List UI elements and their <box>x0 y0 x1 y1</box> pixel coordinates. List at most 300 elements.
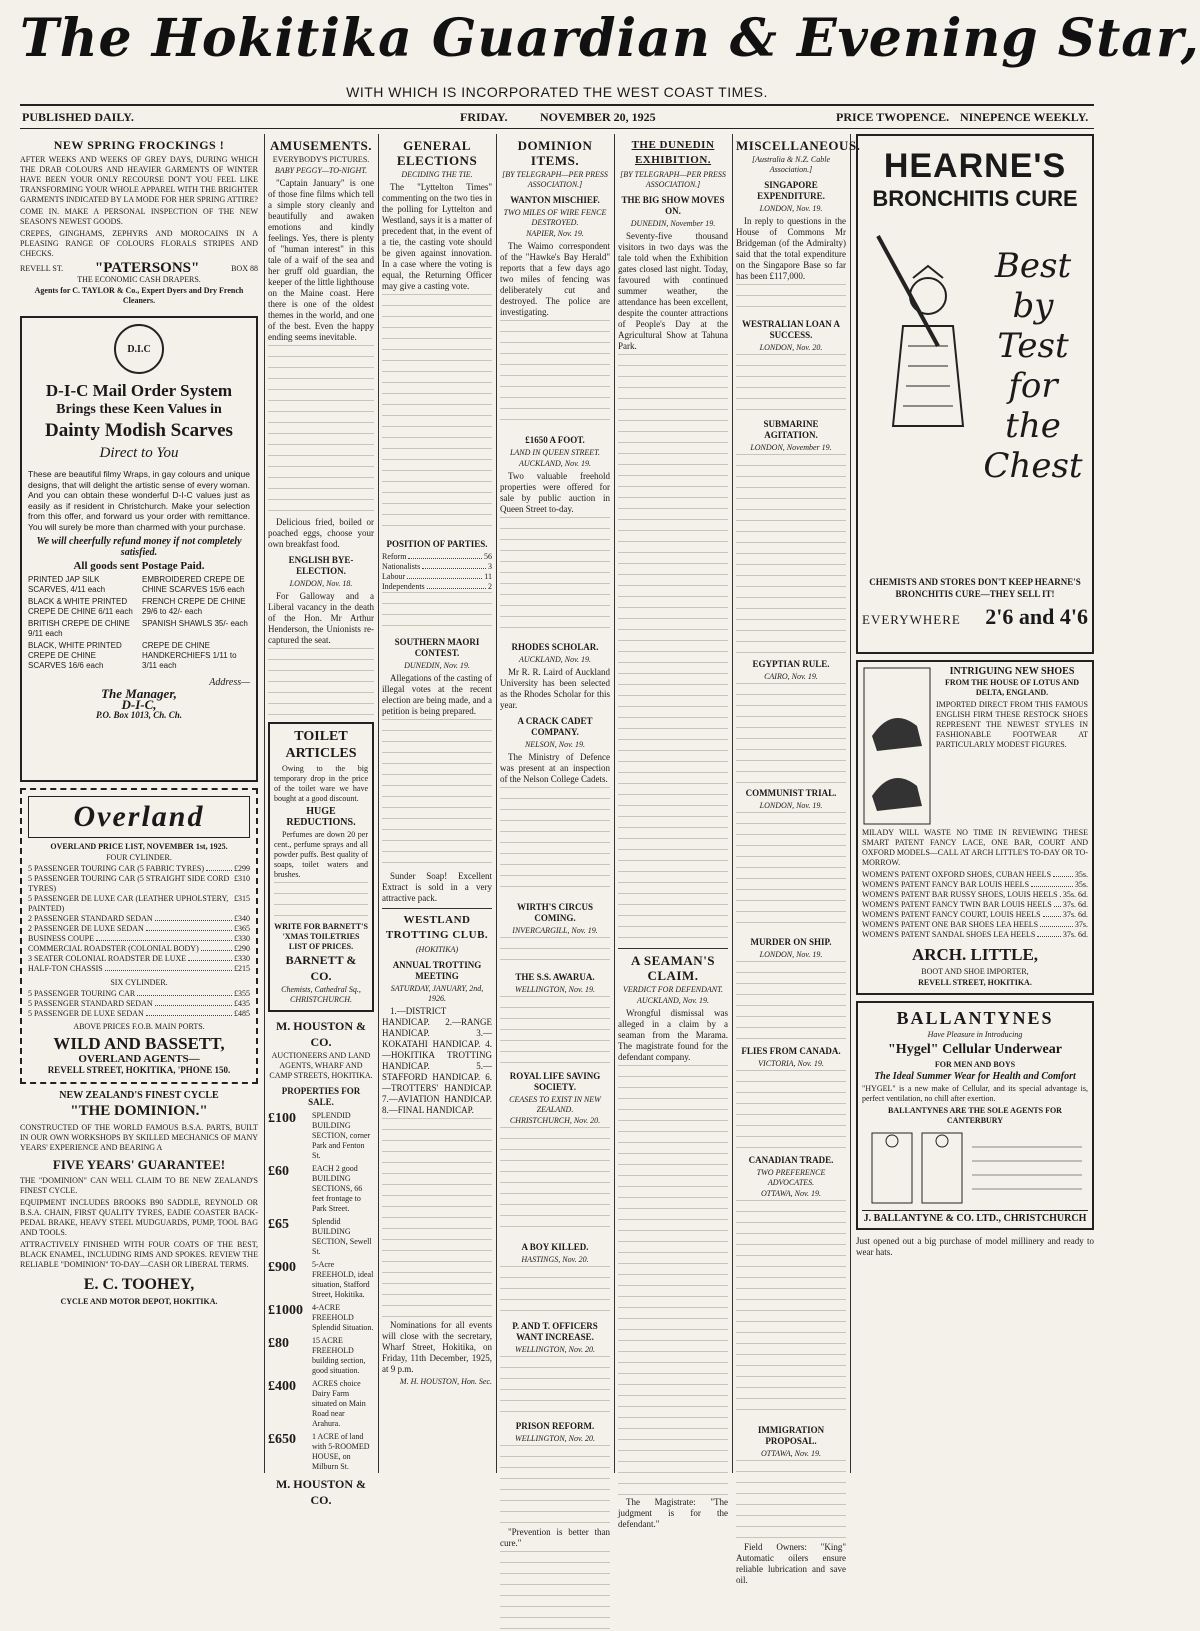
big-show-body: Seventy-five thousand visitors in two days was the tale told when the Exhibition gates closed last night. Today, favoured with continued summer weather, the attendance has been excellent, despite the counter attractions of People's Day at the Agricultural Show at Tahuna Park. <box>618 231 728 351</box>
story-heading: A BOY KILLED. <box>521 1242 589 1252</box>
dominion-body: CONSTRUCTED OF THE WORLD FAMOUS B.S.A. PARTS, BUILT IN OUR OWN WORKSHOPS BY SKILLED MECHANICS OF MANY YEARS' EXPERIENCE AND BEARING A <box>20 1123 258 1152</box>
column-general-elections <box>382 134 492 1473</box>
huge-reductions: HUGE REDUCTIONS. <box>286 806 356 828</box>
overland-logo: Overland <box>28 796 250 838</box>
annual-date: SATURDAY, JANUARY, 2nd, 1926. <box>390 984 484 1003</box>
party-row-label: Independents <box>382 582 425 591</box>
column-text <box>500 787 610 897</box>
shoes-text <box>936 666 1088 826</box>
four-cylinder-row-label: 5 PASSENGER TOURING CAR (5 STRAIGHT SIDE CORD TYRES) <box>28 874 230 893</box>
leader-dots <box>146 1009 232 1016</box>
dic-item: BLACK & WHITE PRINTED CREPE DE CHINE 6/11 each <box>28 597 133 616</box>
shoe-price-row-label: WOMEN'S PATENT FANCY BAR LOUIS HEELS <box>862 880 1030 889</box>
english-bye-election-dateline: LONDON, Nov. 18. <box>289 579 353 588</box>
shoe-price-row <box>862 930 1088 940</box>
barnett-name: BARNETT & CO. <box>285 953 357 983</box>
seamans-claim-heading: A SEAMAN'S CLAIM. <box>630 953 716 983</box>
cable-heading: WESTRALIAN LOAN A SUCCESS. <box>741 319 841 340</box>
property-description: EACH 2 good BUILDING SECTIONS, 66 feet frontage to Park Street. <box>312 1164 363 1213</box>
overland-list-title: OVERLAND PRICE LIST, NOVEMBER 1st, 1925. <box>50 842 228 851</box>
dic-advertisement <box>20 316 258 782</box>
party-row <box>382 582 492 592</box>
westland-trotting-club: WESTLAND TROTTING CLUB. <box>385 914 489 941</box>
party-row-label: Nationalists <box>382 562 421 571</box>
property-row <box>268 1432 374 1472</box>
houston-sub: AUCTIONEERS AND LAND AGENTS, WHARF AND CAMP STREETS, HOKITIKA. <box>269 1051 373 1080</box>
arch-little-sub: BOOT AND SHOE IMPORTER, <box>921 967 1029 976</box>
newspaper-title: The Hokitika Guardian & Evening Star, <box>20 8 1200 69</box>
section-rule <box>382 908 492 909</box>
story-body: Two valuable freehold properties were offered for sale by public auction in Queen Street to-day. <box>500 471 610 514</box>
property-row <box>268 1379 374 1429</box>
column-text <box>736 354 846 414</box>
story-heading: A CRACK CADET COMPANY. <box>517 716 593 737</box>
hearnes-price-line <box>862 604 1088 629</box>
arch-little-advertisement <box>856 660 1094 995</box>
patersons-line <box>20 260 258 276</box>
property-price: £1000 <box>268 1303 303 1318</box>
four-cylinder-row <box>28 944 250 954</box>
six-cylinder-row-label: 5 PASSENGER TOURING CAR <box>28 989 136 998</box>
column-text <box>500 517 610 637</box>
column-text <box>618 1065 728 1495</box>
leader-dots <box>155 999 232 1006</box>
dic-postage: All goods sent Postage Paid. <box>73 560 205 572</box>
shoe-price-row-value: 37s. 6d. <box>1062 910 1088 919</box>
story-heading: WANTON MISCHIEF. <box>510 195 600 205</box>
shoe-price-row <box>862 900 1088 910</box>
shoe-price-row <box>862 890 1088 900</box>
dic-address-label: Address— <box>209 677 250 688</box>
dominion-claim: THE "DOMINION" CAN WELL CLAIM TO BE NEW ZEALAND'S FINEST CYCLE. <box>20 1176 258 1195</box>
english-bye-election-heading: ENGLISH BYE-ELECTION. <box>288 555 354 576</box>
property-price: £100 <box>268 1111 296 1126</box>
amusements-body: "Captain January" is one of those fine films which tell a simple story cleanly and beautifully and awaken emotions and kindly feelings. Yes, there is plenty of "human interest" in this tale of a waif of the sea and her gruff old guardian, the keeper of the little lighthouse on the Maine coast. Here there is one of the oldest themes in the world, and one of the best. Even the happy ending seems inevitable. <box>268 178 374 342</box>
annual-meeting: ANNUAL TROTTING MEETING <box>392 960 482 981</box>
four-cylinder-row-value: £299 <box>234 864 250 873</box>
property-row <box>268 1260 374 1300</box>
general-elections-heading: GENERAL ELECTIONS <box>396 138 478 168</box>
party-row <box>382 562 492 572</box>
column-rule <box>496 134 497 1473</box>
column-text <box>274 882 368 922</box>
four-cylinder-row <box>28 864 250 874</box>
story-dateline: WELLINGTON, Nov. 19. <box>515 985 595 994</box>
four-cylinder-row-label: 2 PASSENGER DE LUXE SEDAN <box>28 924 144 933</box>
cable-dateline: LONDON, November 19. <box>750 443 832 452</box>
four-cylinder-row-label: 2 PASSENGER STANDARD SEDAN <box>28 914 153 923</box>
patersons-name: "PATERSONS" <box>94 260 200 276</box>
dic-manager: The Manager, <box>101 686 177 701</box>
dominion-cycle-name: "THE DOMINION." <box>70 1103 208 1119</box>
amusements-heading: AMUSEMENTS. <box>270 138 372 153</box>
position-of-parties: POSITION OF PARTIES. <box>386 539 488 549</box>
party-row-label: Reform <box>382 552 407 561</box>
dic-item-row <box>28 619 250 639</box>
column-rule <box>732 134 733 1473</box>
cable-heading: MURDER ON SHIP. <box>750 937 832 947</box>
four-cylinder-row-label: HALF-TON CHASSIS <box>28 964 103 973</box>
story-dateline: NELSON, Nov. 19. <box>524 740 586 749</box>
dic-direct: Direct to You <box>99 445 179 461</box>
four-cylinder-row-label: 5 PASSENGER DE LUXE CAR (LEATHER UPHOLSTERY, PAINTED) <box>28 894 229 913</box>
shoe-price-row-value: 35s. <box>1074 870 1088 879</box>
dic-heading: D-I-C Mail Order System <box>45 381 233 400</box>
property-description: ACRES choice Dairy Farm situated on Main Road near Arahura. <box>312 1379 366 1428</box>
field-owners-ad: Field Owners: "King" Automatic oilers ensure reliable lubrication and save oil. <box>736 1542 846 1585</box>
bronchitis-cure: BRONCHITIS CURE <box>872 186 1078 211</box>
wild-bassett: WILD AND BASSETT, <box>53 1034 225 1053</box>
dic-item-row <box>28 641 250 671</box>
column-text <box>736 1070 846 1150</box>
published-daily: PUBLISHED DAILY. <box>22 110 134 124</box>
amusements-body-continued <box>268 345 374 515</box>
cable-heading: EGYPTIAN RULE. <box>752 659 830 669</box>
westland-sub: (HOKITIKA) <box>415 945 459 954</box>
cable-dateline: OTTAWA, Nov. 19. <box>761 1449 821 1458</box>
hygel-body: "HYGEL" is a new make of Cellular, and its special advantage is, perfect ventilation, no chill after exertion. <box>862 1084 1088 1103</box>
hygel-for-men: FOR MEN AND BOYS <box>934 1060 1016 1069</box>
property-description: SPLENDID BUILDING SECTION, corner Park and Fenton St. <box>312 1111 371 1160</box>
four-cylinder-label: FOUR CYLINDER. <box>106 853 172 862</box>
dic-item: FRENCH CREPE DE CHINE 29/6 to 42/- each <box>142 597 246 616</box>
cable-heading: SINGAPORE EXPENDITURE. <box>757 180 825 201</box>
leader-dots <box>1060 890 1061 897</box>
ballantyne-company: J. BALLANTYNE & CO. LTD., CHRISTCHURCH <box>862 1210 1088 1224</box>
property-price: £80 <box>268 1336 289 1351</box>
party-row-value: 3 <box>488 562 492 571</box>
dic-item: BLACK, WHITE PRINTED CREPE DE CHINE SCARVES 16/6 each <box>28 641 122 670</box>
baby-peggy: BABY PEGGY—TO-NIGHT. <box>274 166 368 175</box>
column-dunedin-exhibition <box>618 134 728 1529</box>
four-cylinder-row <box>28 964 250 974</box>
section-rule <box>618 948 728 949</box>
story-heading: ROYAL LIFE SAVING SOCIETY. <box>509 1071 601 1092</box>
party-row <box>382 572 492 582</box>
hygel-heading: "Hygel" Cellular Underwear <box>888 1042 1062 1057</box>
frockings-body: AFTER WEEKS AND WEEKS OF GREY DAYS, DURING WHICH THE DRAB COLOURS AND HEAVIER GARMENTS OF WINTER HAVE BEEN YOUR ONLY RECOURSE DON'T YOU FEEL LIKE TRANSFORMING YOUR WHOLE APPAREL WITH THE BRIGHTER GARMENTS INDICATED BY LA MODE FOR HER SPRING ATTIRE? <box>20 155 258 204</box>
column-rule <box>264 134 265 1473</box>
story-subheading: LAND IN QUEEN STREET. <box>509 448 601 457</box>
properties-for-sale: PROPERTIES FOR SALE. <box>281 1086 361 1107</box>
toilet-body: Owing to the big temporary drop in the price of the toilet ware we have bought at a good discount. <box>274 764 368 803</box>
shoe-price-row-label: WOMEN'S PATENT BAR RUSSY SHOES, LOUIS HEELS <box>862 890 1058 899</box>
column-text <box>500 937 610 967</box>
toohey-name: E. C. TOOHEY, <box>83 1276 195 1293</box>
houston-name: M. HOUSTON & CO. <box>275 1019 367 1049</box>
best-by-test: Best by Test for the Chest <box>983 246 1083 486</box>
property-description: 4-ACRE FREEHOLD Splendid Situation. <box>312 1303 374 1332</box>
column-text <box>736 812 846 932</box>
four-cylinder-row <box>28 934 250 944</box>
property-description: 1 ACRE of land with 5-ROOMED HOUSE, on Milburn St. <box>312 1432 370 1471</box>
four-cylinder-row <box>28 874 250 894</box>
dic-scarves: Dainty Modish Scarves <box>45 420 233 441</box>
frockings-heading: NEW SPRING FROCKINGS ! <box>53 138 225 152</box>
leader-dots <box>1043 910 1061 917</box>
seamans-claim-sub: VERDICT FOR DEFENDANT. <box>623 985 723 994</box>
everybodys-pictures: EVERYBODY'S PICTURES. <box>272 155 370 164</box>
arch-little-address: REVELL STREET, HOKITIKA. <box>918 978 1032 987</box>
patersons-agents: Agents for C. TAYLOR & Co., Expert Dyers and Dry French Cleaners. <box>34 286 244 305</box>
dic-dic: D-I-C, <box>121 697 157 712</box>
four-cylinder-row <box>28 894 250 914</box>
cable-dateline: LONDON, Nov. 19. <box>759 950 823 959</box>
six-cylinder-row-label: 5 PASSENGER DE LUXE SEDAN <box>28 1009 144 1018</box>
magistrate-judgment: The Magistrate: "The judgment is for the defendant." <box>618 1497 728 1529</box>
property-row <box>268 1303 374 1333</box>
dominion-finish: ATTRACTIVELY FINISHED WITH FOUR COATS OF THE BEST, BLACK ENAMEL, INCLUDING RIMS AND SPOKES. REVIEW THE RELIABLE "DOMINION" TO-DAY—CASH OR LIBERAL TERMS. <box>20 1240 258 1269</box>
club-secretary: M. H. HOUSTON, Hon. Sec. <box>399 1377 492 1386</box>
leader-dots <box>1037 930 1060 937</box>
revell-street: REVELL ST. <box>20 264 64 273</box>
party-row <box>382 552 492 562</box>
dic-po-box: P.O. Box 1013, Ch. Ch. <box>95 710 183 720</box>
hearnes-advertisement <box>856 134 1094 654</box>
four-cylinder-row-value: £365 <box>234 924 250 933</box>
property-price: £65 <box>268 1217 289 1232</box>
cable-dateline: OTTAWA, Nov. 19. <box>761 1189 821 1198</box>
hearnes-brand: HEARNE'S <box>883 147 1067 185</box>
cable-subheading: TWO PREFERENCE ADVOCATES. <box>756 1168 826 1187</box>
seamans-claim-body: Wrongful dismissal was alleged in a claim by a seaman from the Marama. The magistrate found for the defendant company. <box>618 1008 728 1062</box>
dominion-items-heading: DOMINION ITEMS. <box>517 138 593 168</box>
shoes-body: IMPORTED DIRECT FROM THIS FAMOUS ENGLISH FIRM THESE RESTOCK SHOES REPRESENT THE NEWEST STYLES IN FASHIONABLE FOOTWEAR AT PARTICULARLY MODEST FIGURES. <box>936 700 1088 749</box>
story-heading: PRISON REFORM. <box>515 1421 595 1431</box>
shoe-price-row-value: 35s. <box>1074 880 1088 889</box>
cable-dateline: VICTORIA, Nov. 19. <box>758 1059 824 1068</box>
hearnes-prices: 2'6 and 4'6 <box>985 604 1088 629</box>
dateline-date: NOVEMBER 20, 1925 <box>540 110 656 124</box>
dominion-equipment: EQUIPMENT INCLUDES BROOKS B90 SADDLE, REYNOLD OR B.S.A. CHAIN, FIRST QUALITY TYRES, EADIE COASTER BACK-PEDAL BRAKE, HEAVY STEEL MUDGUARDS, PUMP, TOOL BAG AND TOOLS. <box>20 1198 258 1237</box>
prevention-line: "Prevention is better than cure." <box>500 1527 610 1548</box>
six-cylinder-row-value: £355 <box>234 989 250 998</box>
story-dateline: NAPIER, Nov. 19. <box>526 229 584 238</box>
shoe-price-row-label: WOMEN'S PATENT FANCY COURT, LOUIS HEELS <box>862 910 1041 919</box>
leader-dots <box>1053 870 1073 877</box>
four-cylinder-row-label: BUSINESS COUPE <box>28 934 95 943</box>
miscellaneous-sub: [Australia & N.Z. Cable Association.] <box>751 155 830 174</box>
four-cylinder-row <box>28 954 250 964</box>
leader-dots <box>96 934 232 941</box>
column-rule <box>378 134 379 1473</box>
cable-dateline: CAIRO, Nov. 19. <box>764 672 818 681</box>
property-description: 5-Acre FREEHOLD, ideal situation, Stafford Street, Hokitika. <box>312 1260 374 1299</box>
story-subheading: TWO MILES OF WIRE FENCE DESTROYED. <box>503 208 607 227</box>
maori-body: Allegations of the casting of illegal votes at the recent election are being made, and a petition is being prepared. <box>382 673 492 716</box>
party-row-label: Labour <box>382 572 406 581</box>
price: PRICE TWOPENCE. <box>836 110 950 124</box>
dic-item-row <box>28 597 250 617</box>
frockings-crepes: CREPES, GINGHAMS, ZEPHYRS AND MOROCAINS IN A PLEASING RANGE OF COLOURS FLORALS STRIPES AND CHECKS. <box>20 229 258 258</box>
ballantynes-name: BALLANTYNES <box>896 1008 1054 1028</box>
story-heading: WIRTH'S CIRCUS COMING. <box>517 902 593 923</box>
huge-body: Perfumes are down 20 per cent., perfume sprays and all powder puffs. Best quality of soaps, toilet waters and brushes. <box>274 830 368 879</box>
leader-dots <box>137 989 232 996</box>
four-cylinder-row-value: £310 <box>234 874 250 883</box>
column-text <box>268 648 374 718</box>
dic-item: EMBROIDERED CREPE DE CHINE SCARVES 15/6 each <box>142 575 245 594</box>
story-heading: THE S.S. AWARUA. <box>515 972 595 982</box>
four-cylinder-row-value: £330 <box>234 934 250 943</box>
frockings-come-in: COME IN. MAKE A PERSONAL INSPECTION OF THE NEW SEASON'S NEWEST GOODS. <box>20 207 258 226</box>
column-text <box>382 719 492 869</box>
overland-address: REVELL STREET, HOKITIKA, 'PHONE 150. <box>47 1065 231 1075</box>
dic-logo: D.I.C <box>114 324 164 374</box>
knight-illustration-icon <box>868 226 988 456</box>
shoes-sub: FROM THE HOUSE OF LOTUS AND DELTA, ENGLAND. <box>944 678 1080 697</box>
story-body: The Ministry of Defence was present at an inspection of the Nelson College Cadets. <box>500 752 610 784</box>
arch-little-name: ARCH. LITTLE, <box>911 945 1039 964</box>
sunder-soap: Sunder Soap! Excellent Extract is sold in a very attractive pack. <box>382 871 492 903</box>
shoe-illustration-icon <box>862 666 932 826</box>
underwear-illustration-icon <box>862 1127 1088 1207</box>
nz-finest-cycle: NEW ZEALAND'S FINEST CYCLE <box>59 1090 219 1101</box>
toilet-articles-heading: TOILET ARTICLES <box>285 729 357 761</box>
hygel-ideal: The Ideal Summer Wear for Health and Comfort <box>874 1071 1076 1082</box>
column-advertisements-right <box>856 134 1094 1473</box>
six-cylinder-row <box>28 989 250 999</box>
story-dateline: INVERCARGILL, Nov. 19. <box>512 926 598 935</box>
dunedin-sub: [BY TELEGRAPH—PER PRESS ASSOCIATION.] <box>620 170 726 189</box>
column-text <box>618 354 728 944</box>
dic-body: These are beautiful filmy Wraps, in gay colours and unique designs, that will delight the artistic sense of every woman. And you can obtain these wonderful D-I-C values just as easily as if resident in Christchurch. Make your selection from this offer, and forward us your order with remittance. You will surely be more than charmed with your purchase. <box>28 469 250 532</box>
property-list <box>268 1111 374 1472</box>
dic-item: PRINTED JAP SILK SCARVES, 4/11 each <box>28 575 106 594</box>
masthead-subtitle: WITH WHICH IS INCORPORATED THE WEST COAST TIMES. <box>346 84 768 100</box>
story-dateline: CHRISTCHURCH, Nov. 20. <box>509 1116 601 1125</box>
property-row <box>268 1111 374 1161</box>
property-price: £60 <box>268 1164 289 1179</box>
column-text <box>736 1460 846 1540</box>
column-rule <box>850 134 851 1473</box>
chemists-line: CHEMISTS AND STORES DON'T KEEP HEARNE'S BRONCHITIS CURE—THEY SELL IT! <box>869 577 1081 599</box>
dic-item: BRITISH CREPE DE CHINE 9/11 each <box>28 619 130 638</box>
nominations: Nominations for all events will close with the secretary, Wharf Street, Hokitika, on Friday, 11th December, 1925, at 9 p.m. <box>382 1320 492 1374</box>
property-price: £400 <box>268 1379 296 1394</box>
column-text <box>382 1118 492 1318</box>
maori-contest-heading: SOUTHERN MAORI CONTEST. <box>394 637 480 658</box>
story-body: The Waimo correspondent of the "Hawke's Bay Herald" reports that a few days ago two miles of fencing was deliberately cut and destroyed. The police are investigating. <box>500 241 610 317</box>
story-heading: P. AND T. OFFICERS WANT INCREASE. <box>512 1321 598 1342</box>
leader-dots <box>1054 900 1061 907</box>
barnett-toilet-ad <box>268 722 374 1012</box>
column-advertisements-left <box>20 134 258 1473</box>
cable-dateline: LONDON, Nov. 20. <box>759 343 823 352</box>
leader-dots <box>408 552 482 559</box>
story-dateline: WELLINGTON, Nov. 20. <box>515 1345 595 1354</box>
column-text <box>500 1445 610 1525</box>
dic-refund: We will cheerfully refund money if not completely satisfied. <box>36 536 242 558</box>
party-row-value: 56 <box>484 552 492 561</box>
barnett-address: Chemists, Cathedral Sq., CHRISTCHURCH. <box>281 985 361 1004</box>
six-cylinder-row <box>28 1009 250 1019</box>
leader-dots <box>188 954 232 961</box>
property-row <box>268 1217 374 1257</box>
column-amusements <box>268 134 374 1507</box>
big-show-dateline: DUNEDIN, November 19. <box>630 219 716 228</box>
column-text <box>382 294 492 534</box>
general-elections-sub: DECIDING THE TIE. <box>401 170 473 179</box>
leader-dots <box>201 944 232 951</box>
four-cylinder-row-value: £330 <box>234 954 250 963</box>
story-subheading: CEASES TO EXIST IN NEW ZEALAND. <box>509 1095 601 1114</box>
four-cylinder-row <box>28 914 250 924</box>
cable-body: In reply to questions in the House of Commons Mr Bridgeman (of the Admiralty) said that the total expenditure on the Singapore Base so far has been £117,000. <box>736 216 846 281</box>
four-cylinder-row-value: £290 <box>234 944 250 953</box>
story-heading: RHODES SCHOLAR. <box>511 642 599 652</box>
six-cylinder-row <box>28 999 250 1009</box>
property-row <box>268 1336 374 1376</box>
property-description: 15 ACRE FREEHOLD building section, good situation. <box>312 1336 366 1375</box>
dic-item-row <box>28 575 250 595</box>
cable-heading: COMMUNIST TRIAL. <box>745 788 837 798</box>
ballantynes-pleasure: Have Pleasure in Introducing <box>927 1030 1023 1039</box>
cable-heading: FLIES FROM CANADA. <box>741 1046 841 1056</box>
dic-item: SPANISH SHAWLS 35/- each <box>142 619 248 628</box>
column-dominion-items <box>500 134 610 1548</box>
dominion-items-sub: [BY TELEGRAPH—PER PRESS ASSOCIATION.] <box>502 170 608 189</box>
six-cylinder-label: SIX CYLINDER. <box>110 978 168 987</box>
cable-heading: CANADIAN TRADE. <box>748 1155 834 1165</box>
column-text <box>736 1200 846 1420</box>
general-elections-body: The "Lyttelton Times" commenting on the two ties in the polling for Lyttelton and Westland, says it is a matter of precedent that, in the event of a tie, the casting vote should be given against innovation. In a case where the voting is equal, the Returning Officer may give a casting vote. <box>382 182 492 291</box>
leader-dots <box>146 924 232 931</box>
shoe-price-row <box>862 920 1088 930</box>
column-text <box>736 454 846 654</box>
six-cylinder-row-value: £435 <box>234 999 250 1008</box>
column-text <box>500 996 610 1066</box>
property-description: Splendid BUILDING SECTION, Sewell St. <box>312 1217 372 1256</box>
four-cylinder-row-label: 5 PASSENGER TOURING CAR (5 FABRIC TYRES) <box>28 864 205 873</box>
story-dateline: WELLINGTON, Nov. 20. <box>515 1434 595 1443</box>
big-show-heading: THE BIG SHOW MOVES ON. <box>621 195 725 216</box>
shoes-header <box>862 666 1088 826</box>
dic-item: CREPE DE CHINE HANDKERCHIEFS 1/11 to 3/11 each <box>142 641 237 670</box>
story-dateline: AUCKLAND, Nov. 19. <box>518 459 592 468</box>
everywhere: EVERYWHERE <box>862 612 961 627</box>
column-text <box>500 320 610 430</box>
four-cylinder-row-value: £215 <box>234 964 250 973</box>
dominion-guarantee: FIVE YEARS' GUARANTEE! <box>52 1157 226 1172</box>
houston-bottom: M. HOUSTON & CO. <box>275 1477 367 1507</box>
dunedin-exhibition-heading: THE DUNEDIN EXHIBITION. <box>631 139 715 166</box>
property-price: £900 <box>268 1260 296 1275</box>
patersons-drapers: THE ECONOMIC CASH DRAPERS. <box>77 275 201 284</box>
property-price: £650 <box>268 1432 296 1447</box>
dic-price-list <box>28 575 250 671</box>
column-rule <box>614 134 615 1473</box>
milady-text: MILADY WILL WASTE NO TIME IN REVIEWING THESE SMART PATENT FANCY LACE, ONE BAR, COURT AND OXFORD MODELS—CALL AT ARCH LITTLE'S TO-DAY OR TO-MORROW. <box>862 828 1088 867</box>
column-text <box>500 1127 610 1237</box>
seamans-claim-dateline: AUCKLAND, Nov. 19. <box>636 996 710 1005</box>
ballantynes-advertisement <box>856 1001 1094 1230</box>
english-bye-election-body: For Galloway and a Liberal vacancy in the death of the Hon. Mr Arthur Henderson, the Unionists re-captured the seat. <box>268 591 374 645</box>
dic-brings: Brings these Keen Values in <box>56 402 222 417</box>
shoe-price-row <box>862 910 1088 920</box>
delicious-ad: Delicious fried, boiled or poached eggs, choose your own breakfast food. <box>268 517 374 549</box>
six-cylinder-row-value: £485 <box>234 1009 250 1018</box>
shoe-price-row <box>862 880 1088 890</box>
shoe-price-row-label: WOMEN'S PATENT SANDAL SHOES LEA HEELS <box>862 930 1036 939</box>
cable-heading: SUBMARINE AGITATION. <box>763 419 819 440</box>
four-cylinder-row-value: £315 <box>234 894 250 903</box>
four-cylinder-prices <box>28 864 250 974</box>
column-text <box>382 592 492 632</box>
shoe-price-row-label: WOMEN'S PATENT FANCY TWIN BAR LOUIS HEELS <box>862 900 1052 909</box>
leader-dots <box>407 572 482 579</box>
leader-dots <box>105 964 232 971</box>
